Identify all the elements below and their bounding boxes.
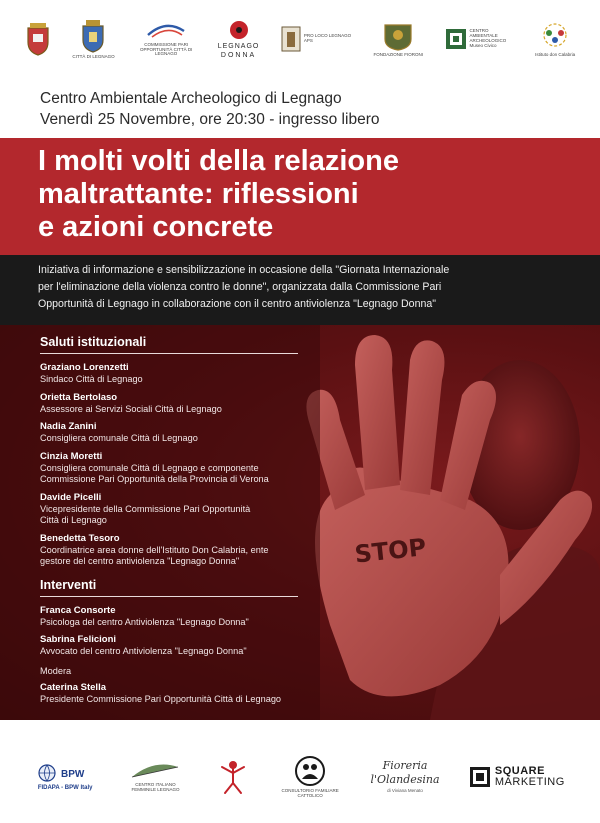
consultorio-logo: CONSULTORIO FAMILIARE CATTOLICO (280, 755, 340, 799)
leaf-icon (128, 761, 182, 781)
speaker-entry: Graziano Lorenzetti Sindaco Città di Legnago (40, 362, 143, 384)
speaker-entry: Sabrina Felicioni Avvocato del centro Antiviolenza "Legnago Donna" (40, 634, 247, 656)
istituto-don-calabria-logo: Istituto don Calabria (535, 21, 575, 58)
citta-di-legnago-logo: CITTÀ DI LEGNAGO (72, 19, 114, 60)
square-marketing-logo: SQUARE MARKETING (470, 766, 565, 788)
family-circle-icon (294, 755, 326, 787)
legnago-donna-logo: LEGNAGO DONNA (218, 19, 260, 59)
emblem-icon (381, 21, 415, 51)
event-description: Iniziativa di informazione e sensibilizzazione in occasione della "Giornata Internazionale per l'eliminazione della violenza contro le donne", organizzata dalla Commissione Pari Opportunità di Legnago in collaborazione con il centro antiviolenza "Legnago Donna" (38, 264, 450, 310)
speaker-entry: Benedetta Tesoro Coordinatrice area donne dell'Istituto Don Calabria, ente gestore del centro antiviolenza "Legnago Donna" (40, 532, 269, 566)
fidapa-logo: BPW FIDAPA - BPW Italy (35, 763, 95, 791)
event-title: I molti volti della relazione maltrattante: riflessioni e azioni concrete (38, 145, 399, 243)
shield-icon (25, 22, 51, 56)
commissione-pari-opportunita-logo: COMMISSIONE PARI OPPORTUNITÀ CITTÀ DI LEGNAGO (136, 21, 196, 58)
crest-icon (80, 19, 106, 53)
moderator-entry: Caterina Stella Presidente Commissione Pari Opportunità Città di Legnago (40, 681, 282, 704)
speaker-entry: Davide Picelli Vicepresidente della Commissione Pari Opportunità Città di Legnago (40, 491, 251, 525)
poppy-icon (227, 19, 251, 41)
speaker-entry: Orietta Bertolaso Assessore ai Servizi Sociali Città di Legnago (40, 391, 222, 414)
coat-of-arms-logo (25, 22, 51, 56)
event-venue-date (40, 88, 379, 130)
tower-icon (281, 26, 301, 52)
saluti-heading: Saluti istituzionali (40, 335, 298, 354)
speaker-entry: Franca Consorte Psicologa del centro Antiviolenza "Legnago Donna" (40, 604, 249, 627)
dancer-icon (216, 759, 250, 795)
pro-loco-logo: PRO LOCO LEGNAGO APS (281, 26, 352, 52)
centro-ambientale-logo: CENTRO AMBIENTALE ARCHEOLOGICO Museo Civico (445, 28, 514, 50)
speaker-entry: Cinzia Moretti Consigliera comunale Città di Legnago e componente Commissione Pari Opportunità della Provincia di Verona (40, 450, 269, 484)
fioreria-logo: Fioreria l'Olandesina di Viviana Menato (370, 759, 440, 793)
event-date: Venerdì 25 Novembre, ore 20:30 - ingresso libero (40, 111, 380, 128)
svg-text:BPW: BPW (61, 768, 85, 780)
speaker-entry: Nadia Zanini Consigliera comunale Città di Legnago (40, 421, 198, 443)
program-list (40, 335, 310, 711)
bottom-sponsor-logos (0, 730, 600, 823)
top-sponsor-logos (0, 0, 600, 78)
venue-name: Centro Ambientale Archeologico di Legnago (40, 90, 342, 107)
interventi-heading: Interventi (40, 578, 298, 597)
square-icon (470, 767, 490, 787)
fondazione-fioroni-logo: FONDAZIONE FIORONI (373, 21, 423, 58)
globe-icon (35, 763, 95, 783)
centro-femminile-logo: CENTRO ITALIANO FEMMINILE LEGNAGO (125, 761, 185, 793)
circle-people-icon (537, 21, 573, 51)
ribbon-logo (216, 759, 250, 795)
swoosh-icon (144, 21, 188, 41)
moderator-label: Modera (40, 665, 72, 676)
museum-icon (445, 28, 467, 50)
stop-text: STOP (353, 533, 428, 569)
